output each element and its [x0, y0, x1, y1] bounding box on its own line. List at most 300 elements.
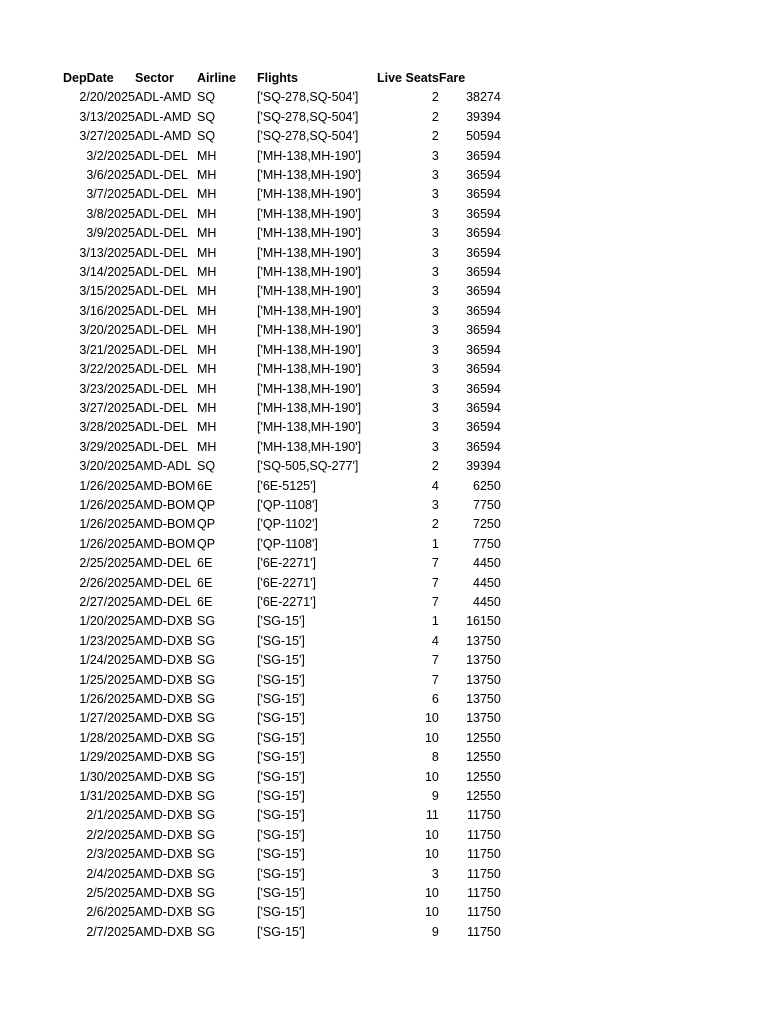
cell-live-seats: 3	[431, 245, 439, 260]
table-row	[63, 632, 501, 651]
cell-sector: ADL-DEL	[135, 323, 188, 338]
cell-sector: AMD-DXB	[135, 614, 193, 629]
cell-live-seats: 7	[431, 556, 439, 571]
cell-sector: ADL-DEL	[135, 206, 188, 221]
cell-fare: 4450	[473, 594, 501, 609]
cell-sector: AMD-BOM	[135, 497, 196, 512]
cell-live-seats: 3	[431, 497, 439, 512]
header-depdate: DepDate	[63, 71, 114, 85]
cell-airline: SG	[197, 711, 216, 726]
table-row	[63, 457, 501, 476]
cell-live-seats: 8	[431, 750, 439, 765]
fare-table	[63, 69, 501, 942]
cell-airline: MH	[197, 226, 217, 241]
cell-depdate: 1/26/2025	[79, 478, 135, 493]
cell-fare: 36594	[466, 284, 501, 299]
cell-flights: ['SG-15']	[257, 711, 305, 726]
cell-fare: 39394	[466, 459, 501, 474]
cell-flights: ['MH-138,MH-190']	[257, 265, 362, 280]
cell-sector: AMD-BOM	[135, 536, 196, 551]
cell-fare: 13750	[466, 692, 501, 706]
table-row	[63, 574, 501, 593]
cell-live-seats: 1	[431, 614, 439, 629]
cell-live-seats: 2	[431, 517, 439, 532]
cell-live-seats: 3	[431, 284, 439, 299]
cell-live-seats: 10	[424, 769, 439, 784]
cell-airline: SG	[197, 924, 216, 939]
table-row	[63, 865, 501, 884]
cell-airline: 6E	[197, 478, 213, 493]
table-row	[63, 593, 501, 612]
cell-live-seats: 2	[431, 109, 439, 124]
cell-flights: ['MH-138,MH-190']	[257, 148, 362, 163]
cell-depdate: 1/30/2025	[79, 769, 135, 784]
cell-live-seats: 7	[431, 575, 439, 590]
cell-depdate: 3/8/2025	[86, 206, 135, 221]
cell-fare: 39394	[466, 109, 501, 124]
cell-sector: ADL-DEL	[135, 342, 188, 357]
cell-sector: ADL-DEL	[135, 245, 188, 260]
cell-depdate: 3/27/2025	[79, 400, 135, 415]
table-row	[63, 729, 501, 748]
cell-live-seats: 3	[431, 148, 439, 163]
cell-flights: ['SG-15']	[257, 633, 305, 648]
cell-airline: SG	[197, 827, 216, 842]
cell-fare: 36594	[466, 381, 501, 396]
cell-sector: ADL-DEL	[135, 284, 188, 299]
cell-flights: ['SG-15']	[257, 905, 305, 920]
cell-airline: SQ	[197, 129, 216, 144]
cell-sector: AMD-DXB	[135, 866, 193, 881]
cell-fare: 11750	[467, 808, 501, 823]
table-row	[63, 515, 501, 534]
cell-airline: 6E	[197, 594, 213, 609]
cell-depdate: 3/22/2025	[79, 362, 135, 377]
cell-sector: AMD-DEL	[135, 556, 192, 571]
cell-flights: ['QP-1108']	[257, 536, 318, 551]
cell-fare: 50594	[466, 129, 501, 144]
cell-flights: ['SG-15']	[257, 672, 305, 687]
cell-live-seats: 10	[424, 886, 439, 901]
cell-sector: ADL-DEL	[135, 168, 188, 183]
header-fare: Fare	[438, 71, 466, 85]
cell-airline: MH	[197, 187, 217, 202]
cell-depdate: 3/23/2025	[79, 381, 135, 396]
table-row	[63, 554, 501, 573]
table-row	[63, 360, 501, 379]
cell-sector: AMD-DXB	[135, 827, 193, 842]
cell-live-seats: 2	[431, 129, 439, 144]
cell-flights: ['MH-138,MH-190']	[257, 226, 362, 241]
table-row	[63, 399, 501, 418]
cell-live-seats: 3	[431, 362, 439, 377]
cell-live-seats: 3	[431, 866, 439, 881]
cell-live-seats: 9	[431, 924, 439, 939]
cell-sector: AMD-DEL	[135, 594, 192, 609]
table-row	[63, 418, 501, 437]
cell-depdate: 3/14/2025	[79, 265, 135, 280]
cell-sector: AMD-DXB	[135, 847, 193, 862]
table-row	[63, 651, 501, 670]
cell-flights: ['SG-15']	[257, 789, 305, 804]
table-row	[63, 341, 501, 360]
cell-depdate: 1/29/2025	[79, 750, 135, 765]
cell-flights: ['QP-1108']	[257, 497, 318, 512]
cell-live-seats: 11	[425, 808, 439, 823]
cell-airline: QP	[197, 536, 216, 551]
cell-flights: ['SG-15']	[257, 653, 305, 668]
cell-flights: ['SQ-278,SQ-504']	[257, 109, 359, 124]
cell-flights: ['SG-15']	[257, 866, 305, 881]
cell-flights: ['SG-15']	[257, 827, 305, 842]
cell-sector: AMD-DXB	[135, 769, 193, 784]
cell-depdate: 1/26/2025	[79, 536, 135, 551]
cell-depdate: 3/9/2025	[86, 226, 135, 241]
cell-sector: AMD-ADL	[135, 459, 192, 474]
cell-fare: 36594	[466, 187, 501, 202]
cell-depdate: 1/26/2025	[79, 497, 135, 512]
cell-fare: 36594	[466, 226, 501, 241]
cell-airline: QP	[197, 517, 216, 532]
cell-sector: ADL-AMD	[135, 129, 192, 144]
table-row	[63, 477, 501, 496]
cell-depdate: 3/20/2025	[79, 323, 135, 338]
table-row	[63, 826, 501, 845]
cell-depdate: 3/29/2025	[79, 439, 135, 454]
table-row	[63, 205, 501, 224]
cell-flights: ['SG-15']	[257, 886, 305, 901]
cell-flights: ['MH-138,MH-190']	[257, 303, 362, 318]
cell-depdate: 2/5/2025	[86, 886, 135, 901]
cell-fare: 13750	[466, 653, 501, 668]
header-row	[63, 69, 501, 88]
cell-depdate: 3/16/2025	[79, 303, 135, 318]
cell-airline: SG	[197, 692, 216, 706]
cell-sector: ADL-DEL	[135, 265, 188, 280]
header-airline: Airline	[197, 71, 236, 85]
table-row	[63, 438, 501, 457]
cell-depdate: 1/23/2025	[79, 633, 135, 648]
cell-depdate: 2/3/2025	[86, 847, 135, 862]
header-live-seats: Live Seats	[377, 71, 439, 85]
cell-fare: 36594	[466, 245, 501, 260]
cell-depdate: 1/28/2025	[79, 730, 135, 745]
cell-depdate: 3/21/2025	[79, 342, 135, 357]
cell-fare: 36594	[466, 420, 501, 435]
cell-airline: MH	[197, 168, 217, 183]
cell-sector: AMD-DXB	[135, 905, 193, 920]
cell-fare: 36594	[466, 323, 501, 338]
cell-flights: ['MH-138,MH-190']	[257, 187, 362, 202]
cell-sector: ADL-DEL	[135, 439, 188, 454]
cell-fare: 6250	[473, 478, 501, 493]
cell-live-seats: 3	[431, 323, 439, 338]
cell-flights: ['SG-15']	[257, 847, 305, 862]
cell-flights: ['MH-138,MH-190']	[257, 168, 362, 183]
cell-flights: ['SG-15']	[257, 769, 305, 784]
table-row	[63, 127, 501, 146]
cell-flights: ['SQ-505,SQ-277']	[257, 459, 359, 474]
table-row	[63, 224, 501, 243]
cell-flights: ['SQ-278,SQ-504']	[257, 90, 359, 105]
cell-live-seats: 4	[431, 478, 439, 493]
table-row	[63, 709, 501, 728]
cell-sector: ADL-AMD	[135, 90, 192, 105]
cell-airline: MH	[197, 206, 217, 221]
cell-live-seats: 3	[431, 439, 439, 454]
cell-live-seats: 9	[431, 789, 439, 804]
cell-airline: MH	[197, 265, 217, 280]
cell-flights: ['SG-15']	[257, 692, 305, 706]
table-row	[63, 845, 501, 864]
spreadsheet	[63, 69, 501, 942]
cell-flights: ['6E-2271']	[257, 594, 316, 609]
cell-airline: MH	[197, 148, 217, 163]
cell-flights: ['MH-138,MH-190']	[257, 400, 362, 415]
cell-sector: ADL-DEL	[135, 226, 188, 241]
cell-flights: ['SG-15']	[257, 614, 305, 629]
table-row	[63, 88, 501, 107]
cell-live-seats: 10	[424, 847, 439, 862]
cell-fare: 4450	[473, 556, 501, 571]
table-row	[63, 282, 501, 301]
cell-airline: MH	[197, 420, 217, 435]
cell-fare: 11750	[467, 886, 501, 901]
cell-fare: 7750	[473, 497, 501, 512]
cell-sector: AMD-DXB	[135, 692, 193, 706]
cell-flights: ['MH-138,MH-190']	[257, 323, 362, 338]
cell-depdate: 1/24/2025	[79, 653, 135, 668]
cell-flights: ['MH-138,MH-190']	[257, 420, 362, 435]
cell-depdate: 2/26/2025	[79, 575, 135, 590]
table-row	[63, 166, 501, 185]
cell-sector: AMD-BOM	[135, 478, 196, 493]
header-flights: Flights	[257, 71, 298, 85]
cell-sector: ADL-DEL	[135, 420, 188, 435]
table-row	[63, 496, 501, 515]
cell-live-seats: 3	[431, 381, 439, 396]
table-row	[63, 884, 501, 903]
cell-depdate: 2/20/2025	[79, 90, 135, 105]
cell-sector: ADL-DEL	[135, 362, 188, 377]
cell-airline: MH	[197, 323, 217, 338]
cell-depdate: 2/4/2025	[86, 866, 135, 881]
cell-sector: AMD-DXB	[135, 730, 193, 745]
table-row	[63, 321, 501, 340]
cell-depdate: 2/2/2025	[86, 827, 135, 842]
cell-depdate: 3/6/2025	[86, 168, 135, 183]
cell-fare: 7750	[473, 536, 501, 551]
cell-airline: SG	[197, 750, 216, 765]
cell-depdate: 1/27/2025	[79, 711, 135, 726]
cell-fare: 36594	[466, 400, 501, 415]
cell-live-seats: 10	[424, 711, 439, 726]
cell-fare: 11750	[467, 847, 501, 862]
cell-live-seats: 3	[431, 400, 439, 415]
cell-flights: ['SG-15']	[257, 750, 305, 765]
cell-sector: ADL-DEL	[135, 148, 188, 163]
table-row	[63, 244, 501, 263]
cell-depdate: 3/15/2025	[79, 284, 135, 299]
cell-depdate: 3/28/2025	[79, 420, 135, 435]
table-row	[63, 612, 501, 631]
cell-flights: ['SG-15']	[257, 730, 305, 745]
cell-fare: 36594	[466, 206, 501, 221]
cell-live-seats: 10	[424, 905, 439, 920]
cell-sector: AMD-DXB	[135, 633, 193, 648]
cell-depdate: 3/13/2025	[79, 245, 135, 260]
cell-fare: 11750	[467, 905, 501, 920]
table-row	[63, 108, 501, 127]
cell-flights: ['SG-15']	[257, 808, 305, 823]
cell-fare: 12550	[466, 750, 501, 765]
cell-airline: SG	[197, 808, 216, 823]
cell-airline: SG	[197, 614, 216, 629]
cell-flights: ['6E-2271']	[257, 556, 316, 571]
cell-airline: SG	[197, 866, 216, 881]
cell-live-seats: 3	[431, 265, 439, 280]
cell-sector: AMD-DXB	[135, 886, 193, 901]
cell-airline: MH	[197, 400, 217, 415]
cell-sector: AMD-DXB	[135, 653, 193, 668]
cell-depdate: 1/26/2025	[79, 517, 135, 532]
cell-depdate: 2/6/2025	[86, 905, 135, 920]
cell-airline: SG	[197, 672, 216, 687]
cell-sector: AMD-DXB	[135, 808, 193, 823]
cell-depdate: 1/31/2025	[79, 789, 135, 804]
cell-flights: ['MH-138,MH-190']	[257, 284, 362, 299]
cell-sector: AMD-DXB	[135, 924, 193, 939]
cell-depdate: 3/2/2025	[86, 148, 135, 163]
cell-depdate: 2/27/2025	[79, 594, 135, 609]
cell-airline: 6E	[197, 556, 213, 571]
cell-depdate: 2/7/2025	[86, 924, 135, 939]
cell-sector: ADL-DEL	[135, 187, 188, 202]
cell-sector: ADL-DEL	[135, 381, 188, 396]
header-sector: Sector	[135, 71, 174, 85]
table-row	[63, 748, 501, 767]
table-row	[63, 671, 501, 690]
cell-flights: ['MH-138,MH-190']	[257, 245, 362, 260]
cell-fare: 36594	[466, 265, 501, 280]
cell-fare: 13750	[466, 672, 501, 687]
cell-airline: QP	[197, 497, 216, 512]
cell-airline: SG	[197, 730, 216, 745]
table-row	[63, 787, 501, 806]
cell-flights: ['MH-138,MH-190']	[257, 206, 362, 221]
table-row	[63, 535, 501, 554]
cell-flights: ['QP-1102']	[257, 517, 318, 532]
cell-fare: 36594	[466, 362, 501, 377]
cell-fare: 16150	[466, 614, 501, 629]
cell-fare: 13750	[466, 633, 501, 648]
cell-airline: SG	[197, 886, 216, 901]
cell-airline: SG	[197, 769, 216, 784]
cell-live-seats: 7	[431, 672, 439, 687]
cell-flights: ['MH-138,MH-190']	[257, 362, 362, 377]
cell-flights: ['SG-15']	[257, 924, 305, 939]
cell-live-seats: 3	[431, 303, 439, 318]
cell-airline: MH	[197, 381, 217, 396]
cell-fare: 36594	[466, 439, 501, 454]
table-row	[63, 263, 501, 282]
cell-fare: 11750	[467, 866, 501, 881]
cell-depdate: 2/1/2025	[86, 808, 135, 823]
cell-fare: 36594	[466, 148, 501, 163]
table-row	[63, 806, 501, 825]
cell-live-seats: 6	[431, 692, 439, 706]
cell-depdate: 1/25/2025	[79, 672, 135, 687]
cell-depdate: 1/20/2025	[79, 614, 135, 629]
cell-live-seats: 3	[431, 420, 439, 435]
cell-sector: AMD-DEL	[135, 575, 192, 590]
cell-fare: 11750	[467, 827, 501, 842]
cell-depdate: 3/13/2025	[79, 109, 135, 124]
cell-sector: AMD-BOM	[135, 517, 196, 532]
cell-airline: SG	[197, 653, 216, 668]
cell-depdate: 3/7/2025	[86, 187, 135, 202]
cell-airline: MH	[197, 362, 217, 377]
cell-live-seats: 3	[431, 187, 439, 202]
cell-fare: 7250	[473, 517, 501, 532]
cell-sector: AMD-DXB	[135, 750, 193, 765]
cell-fare: 12550	[466, 789, 501, 804]
cell-live-seats: 2	[431, 459, 439, 474]
cell-flights: ['6E-5125']	[257, 478, 316, 493]
cell-live-seats: 7	[431, 653, 439, 668]
cell-sector: ADL-DEL	[135, 400, 188, 415]
cell-live-seats: 3	[431, 206, 439, 221]
cell-depdate: 3/27/2025	[79, 129, 135, 144]
table-row	[63, 380, 501, 399]
table-row	[63, 302, 501, 321]
cell-sector: ADL-DEL	[135, 303, 188, 318]
cell-airline: MH	[197, 439, 217, 454]
cell-fare: 13750	[466, 711, 501, 726]
cell-airline: SQ	[197, 109, 216, 124]
cell-airline: SG	[197, 847, 216, 862]
cell-live-seats: 3	[431, 226, 439, 241]
cell-fare: 11750	[467, 924, 501, 939]
table-row	[63, 147, 501, 166]
cell-live-seats: 10	[424, 730, 439, 745]
cell-airline: 6E	[197, 575, 213, 590]
table-body	[63, 88, 501, 942]
cell-depdate: 3/20/2025	[79, 459, 135, 474]
table-row	[63, 690, 501, 709]
cell-airline: MH	[197, 303, 217, 318]
cell-depdate: 1/26/2025	[79, 692, 135, 706]
cell-airline: SQ	[197, 90, 216, 105]
table-row	[63, 903, 501, 922]
cell-sector: AMD-DXB	[135, 789, 193, 804]
cell-live-seats: 1	[431, 536, 439, 551]
cell-live-seats: 3	[431, 342, 439, 357]
cell-airline: MH	[197, 342, 217, 357]
table-row	[63, 185, 501, 204]
cell-airline: MH	[197, 245, 217, 260]
table-row	[63, 768, 501, 787]
cell-live-seats: 3	[431, 168, 439, 183]
cell-live-seats: 2	[431, 90, 439, 105]
cell-live-seats: 7	[431, 594, 439, 609]
cell-flights: ['MH-138,MH-190']	[257, 342, 362, 357]
cell-flights: ['6E-2271']	[257, 575, 316, 590]
cell-fare: 36594	[466, 168, 501, 183]
cell-fare: 36594	[466, 342, 501, 357]
cell-airline: MH	[197, 284, 217, 299]
cell-airline: SQ	[197, 459, 216, 474]
